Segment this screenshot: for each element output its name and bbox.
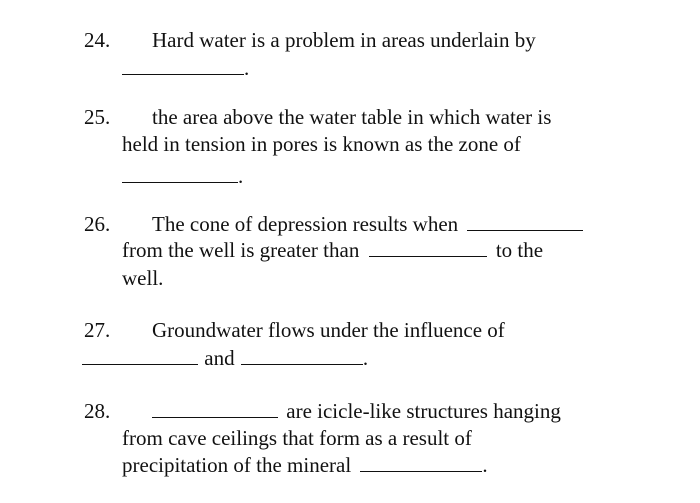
question-number: 28. bbox=[84, 399, 111, 423]
answer-blank[interactable] bbox=[369, 238, 487, 257]
question-number: 27. bbox=[84, 318, 111, 342]
answer-line: . bbox=[122, 55, 249, 81]
question-text-line: Groundwater flows under the influence of bbox=[152, 318, 505, 342]
question-text-line: are icicle-like structures hanging bbox=[152, 398, 561, 424]
question-text-line: the area above the water table in which water is bbox=[152, 105, 552, 129]
question-text-line: The cone of depression results when bbox=[152, 211, 583, 237]
question-text-line: held in tension in pores is known as the zone of bbox=[122, 132, 521, 156]
question-text-line: well. bbox=[122, 266, 164, 290]
question-number: 26. bbox=[84, 212, 111, 236]
question-text-line: from the well is greater than to the bbox=[122, 238, 544, 262]
question-text-line: from cave ceilings that form as a result of bbox=[122, 426, 472, 450]
question-number: 24. bbox=[84, 28, 111, 52]
answer-blank[interactable] bbox=[122, 164, 238, 183]
question-text-line: Hard water is a problem in areas underlain by bbox=[152, 28, 536, 52]
answer-blank[interactable] bbox=[82, 346, 198, 365]
answer-blank[interactable] bbox=[360, 453, 482, 472]
answer-blank[interactable] bbox=[152, 399, 278, 418]
answer-blank[interactable] bbox=[241, 346, 363, 365]
answer-blank[interactable] bbox=[467, 212, 583, 231]
answer-blank[interactable] bbox=[122, 56, 244, 75]
question-text-line: precipitation of the mineral . bbox=[122, 453, 488, 477]
answer-line: and . bbox=[82, 345, 368, 371]
answer-line: . bbox=[122, 163, 243, 189]
question-number: 25. bbox=[84, 105, 111, 129]
